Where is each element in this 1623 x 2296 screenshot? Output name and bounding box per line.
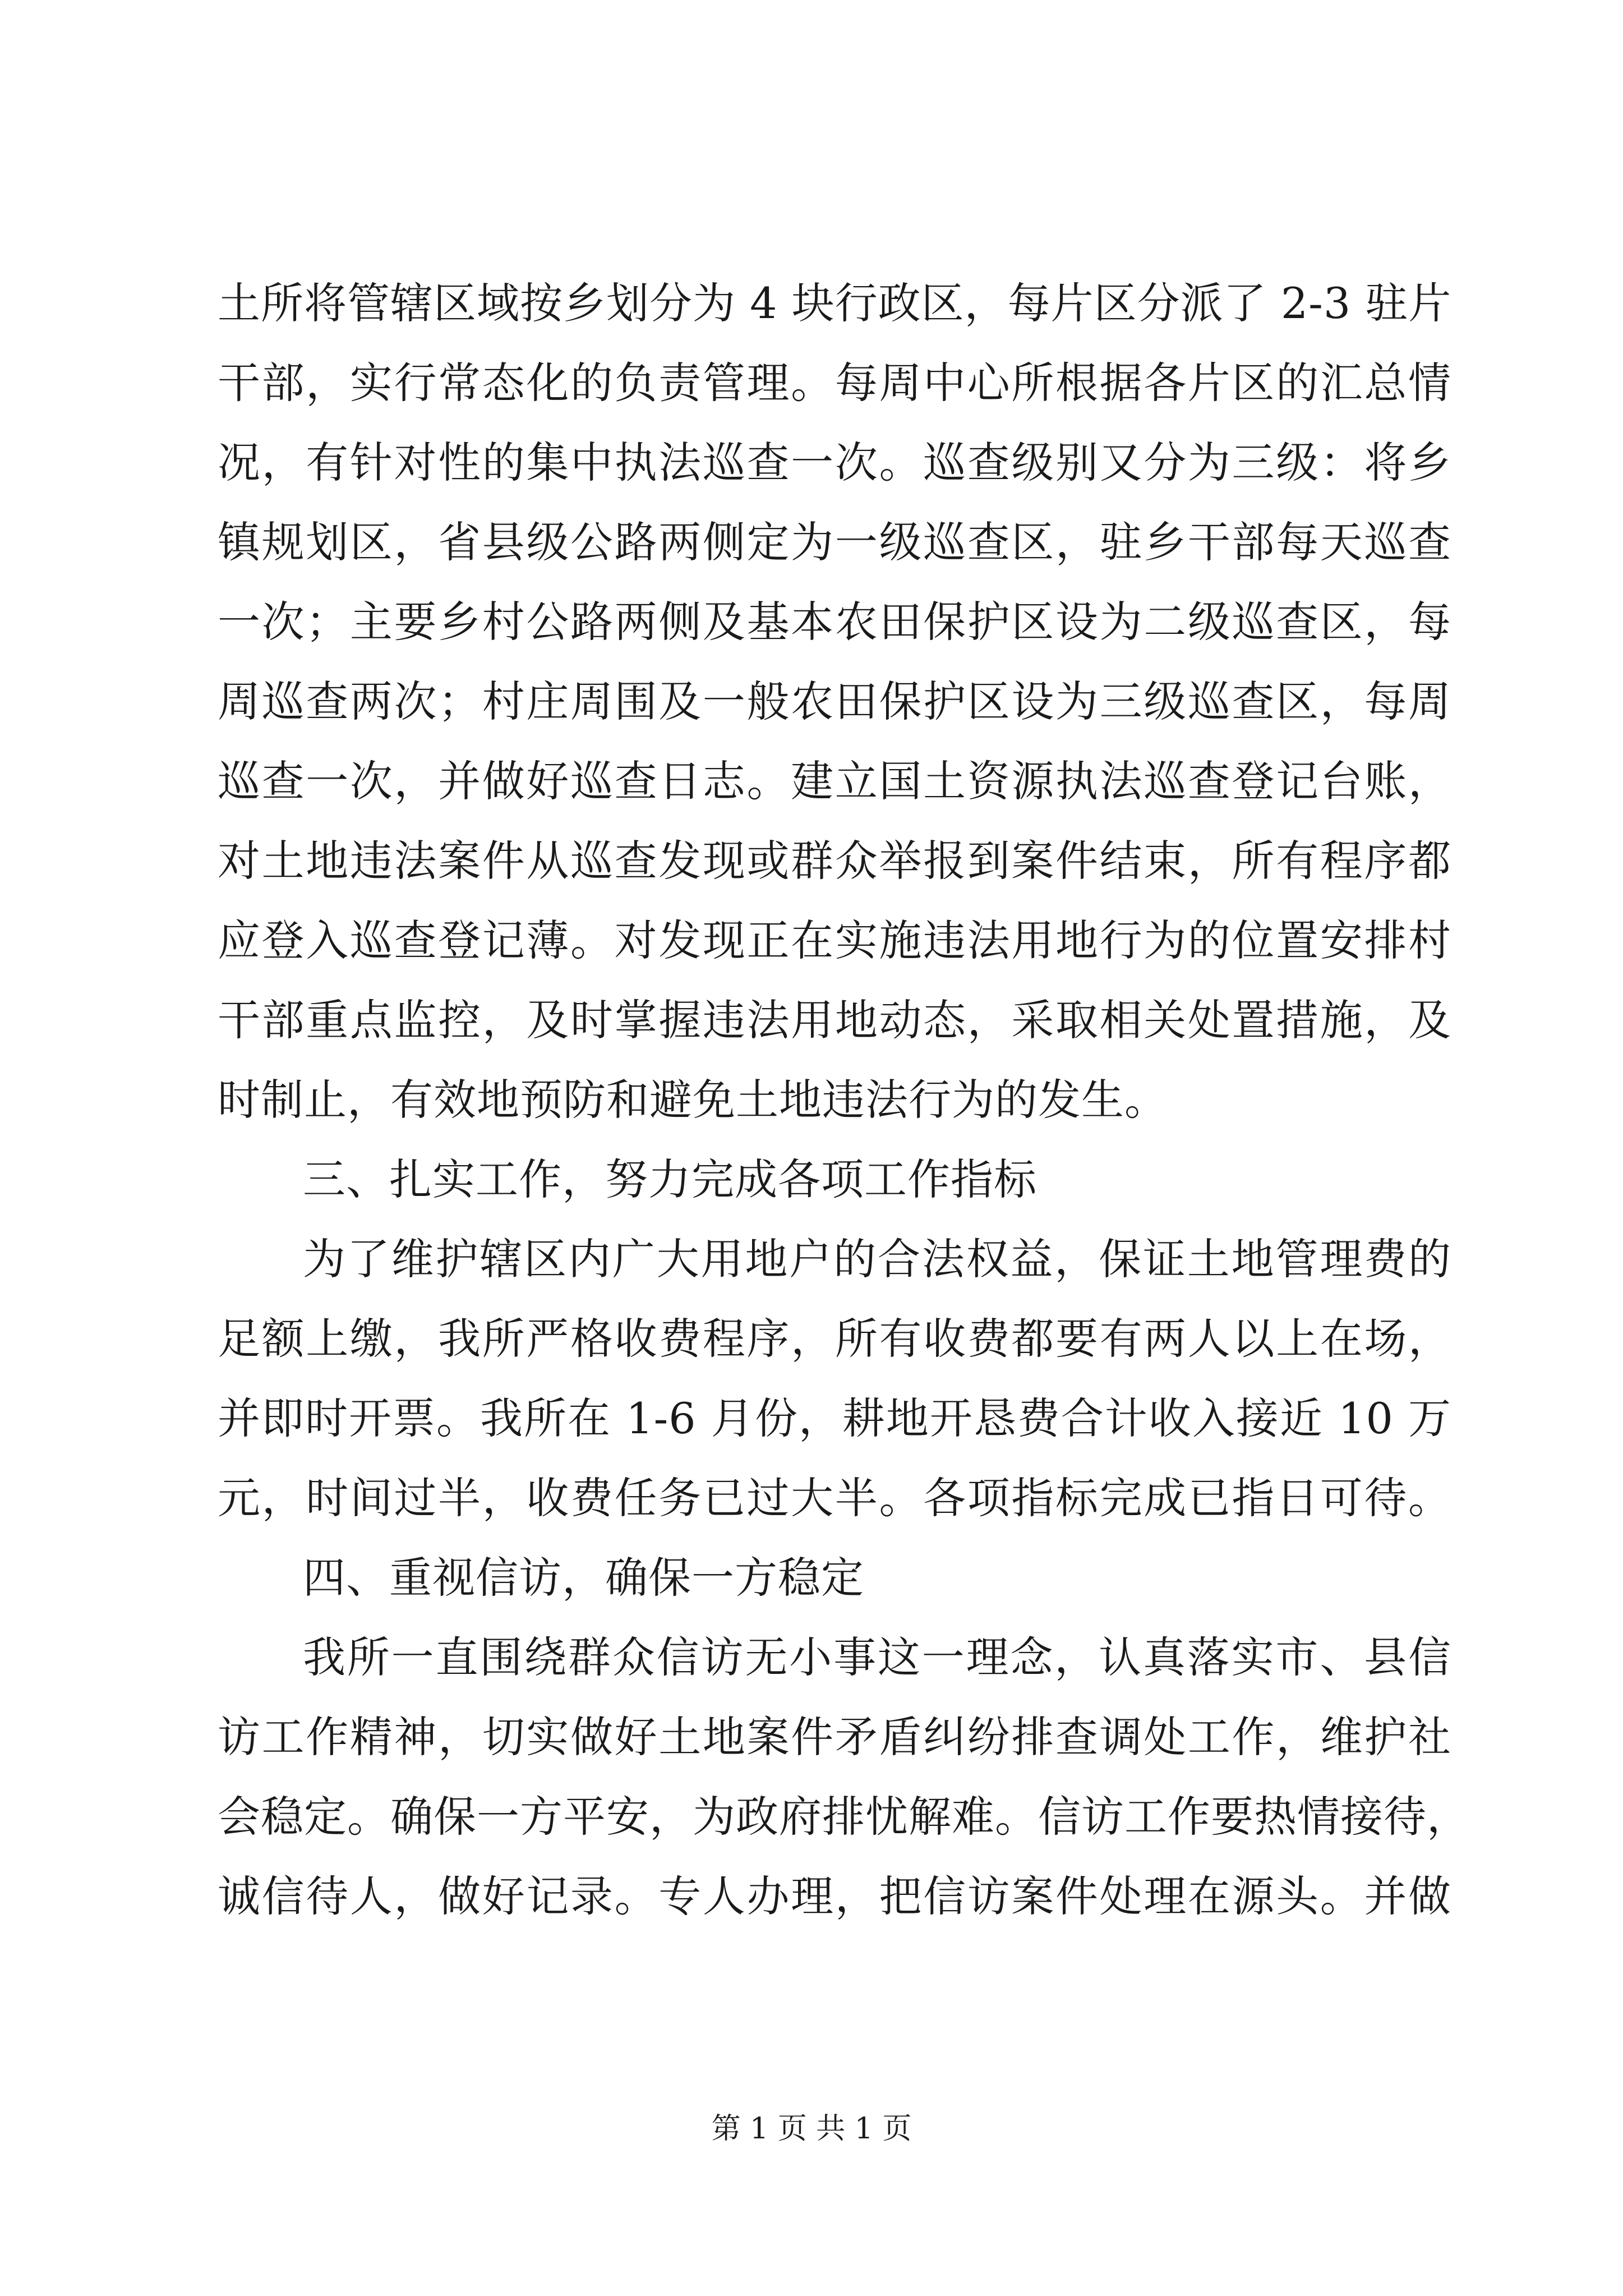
- text-line: 干部重点监控，及时掌握违法用地动态，采取相关处置措施，及: [218, 995, 1451, 1045]
- document-body: [218, 264, 1470, 1936]
- text-line: 足额上缴，我所严格收费程序，所有收费都要有两人以上在场，: [218, 1314, 1451, 1364]
- text-line: 对土地违法案件从巡查发现或群众举报到案件结束，所有程序都: [218, 836, 1451, 886]
- page-number-label: 第 1 页 共 1 页: [711, 2112, 912, 2146]
- text-line: 访工作精神，切实做好土地案件矛盾纠纷排查调处工作，维护社: [218, 1712, 1451, 1762]
- section-heading: 四、重视信访，确保一方稳定: [303, 1553, 864, 1603]
- text-line: 应登入巡查登记薄。对发现正在实施违法用地行为的位置安排村: [218, 915, 1451, 965]
- text-line: 一次；主要乡村公路两侧及基本农田保护区设为二级巡查区，每: [218, 597, 1451, 647]
- text-line: 周巡查两次；村庄周围及一般农田保护区设为三级巡查区，每周: [218, 677, 1451, 726]
- text-line: 况，有针对性的集中执法巡查一次。巡查级别又分为三级：将乡: [218, 438, 1451, 487]
- text-line: 并即时开票。我所在 1-6 月份，耕地开恳费合计收入接近 10 万: [218, 1393, 1451, 1443]
- text-line: 诚信待人，做好记录。专人办理，把信访案件处理在源头。并做: [218, 1871, 1451, 1921]
- text-line: 我所一直围绕群众信访无小事这一理念，认真落实市、县信: [303, 1632, 1451, 1682]
- section-heading: 三、扎实工作，努力完成各项工作指标: [303, 1154, 1037, 1204]
- text-line: 土所将管辖区域按乡划分为 4 块行政区，每片区分派了 2-3 驻片: [218, 278, 1452, 328]
- text-line: 巡查一次，并做好巡查日志。建立国土资源执法巡查登记台账，: [218, 756, 1451, 806]
- page-footer: [0, 2109, 1623, 2148]
- text-line: 镇规划区，省县级公路两侧定为一级巡查区，驻乡干部每天巡查: [218, 517, 1451, 567]
- text-line: 元，时间过半，收费任务已过大半。各项指标完成已指日可待。: [218, 1473, 1451, 1523]
- text-line: 会稳定。确保一方平安，为政府排忧解难。信访工作要热情接待，: [218, 1792, 1470, 1842]
- text-line: 干部，实行常态化的负责管理。每周中心所根据各片区的汇总情: [218, 358, 1451, 408]
- text-line: 为了维护辖区内广大用地户的合法权益，保证土地管理费的: [303, 1234, 1451, 1284]
- text-line: 时制止，有效地预防和避免土地违法行为的发生。: [218, 1075, 1168, 1125]
